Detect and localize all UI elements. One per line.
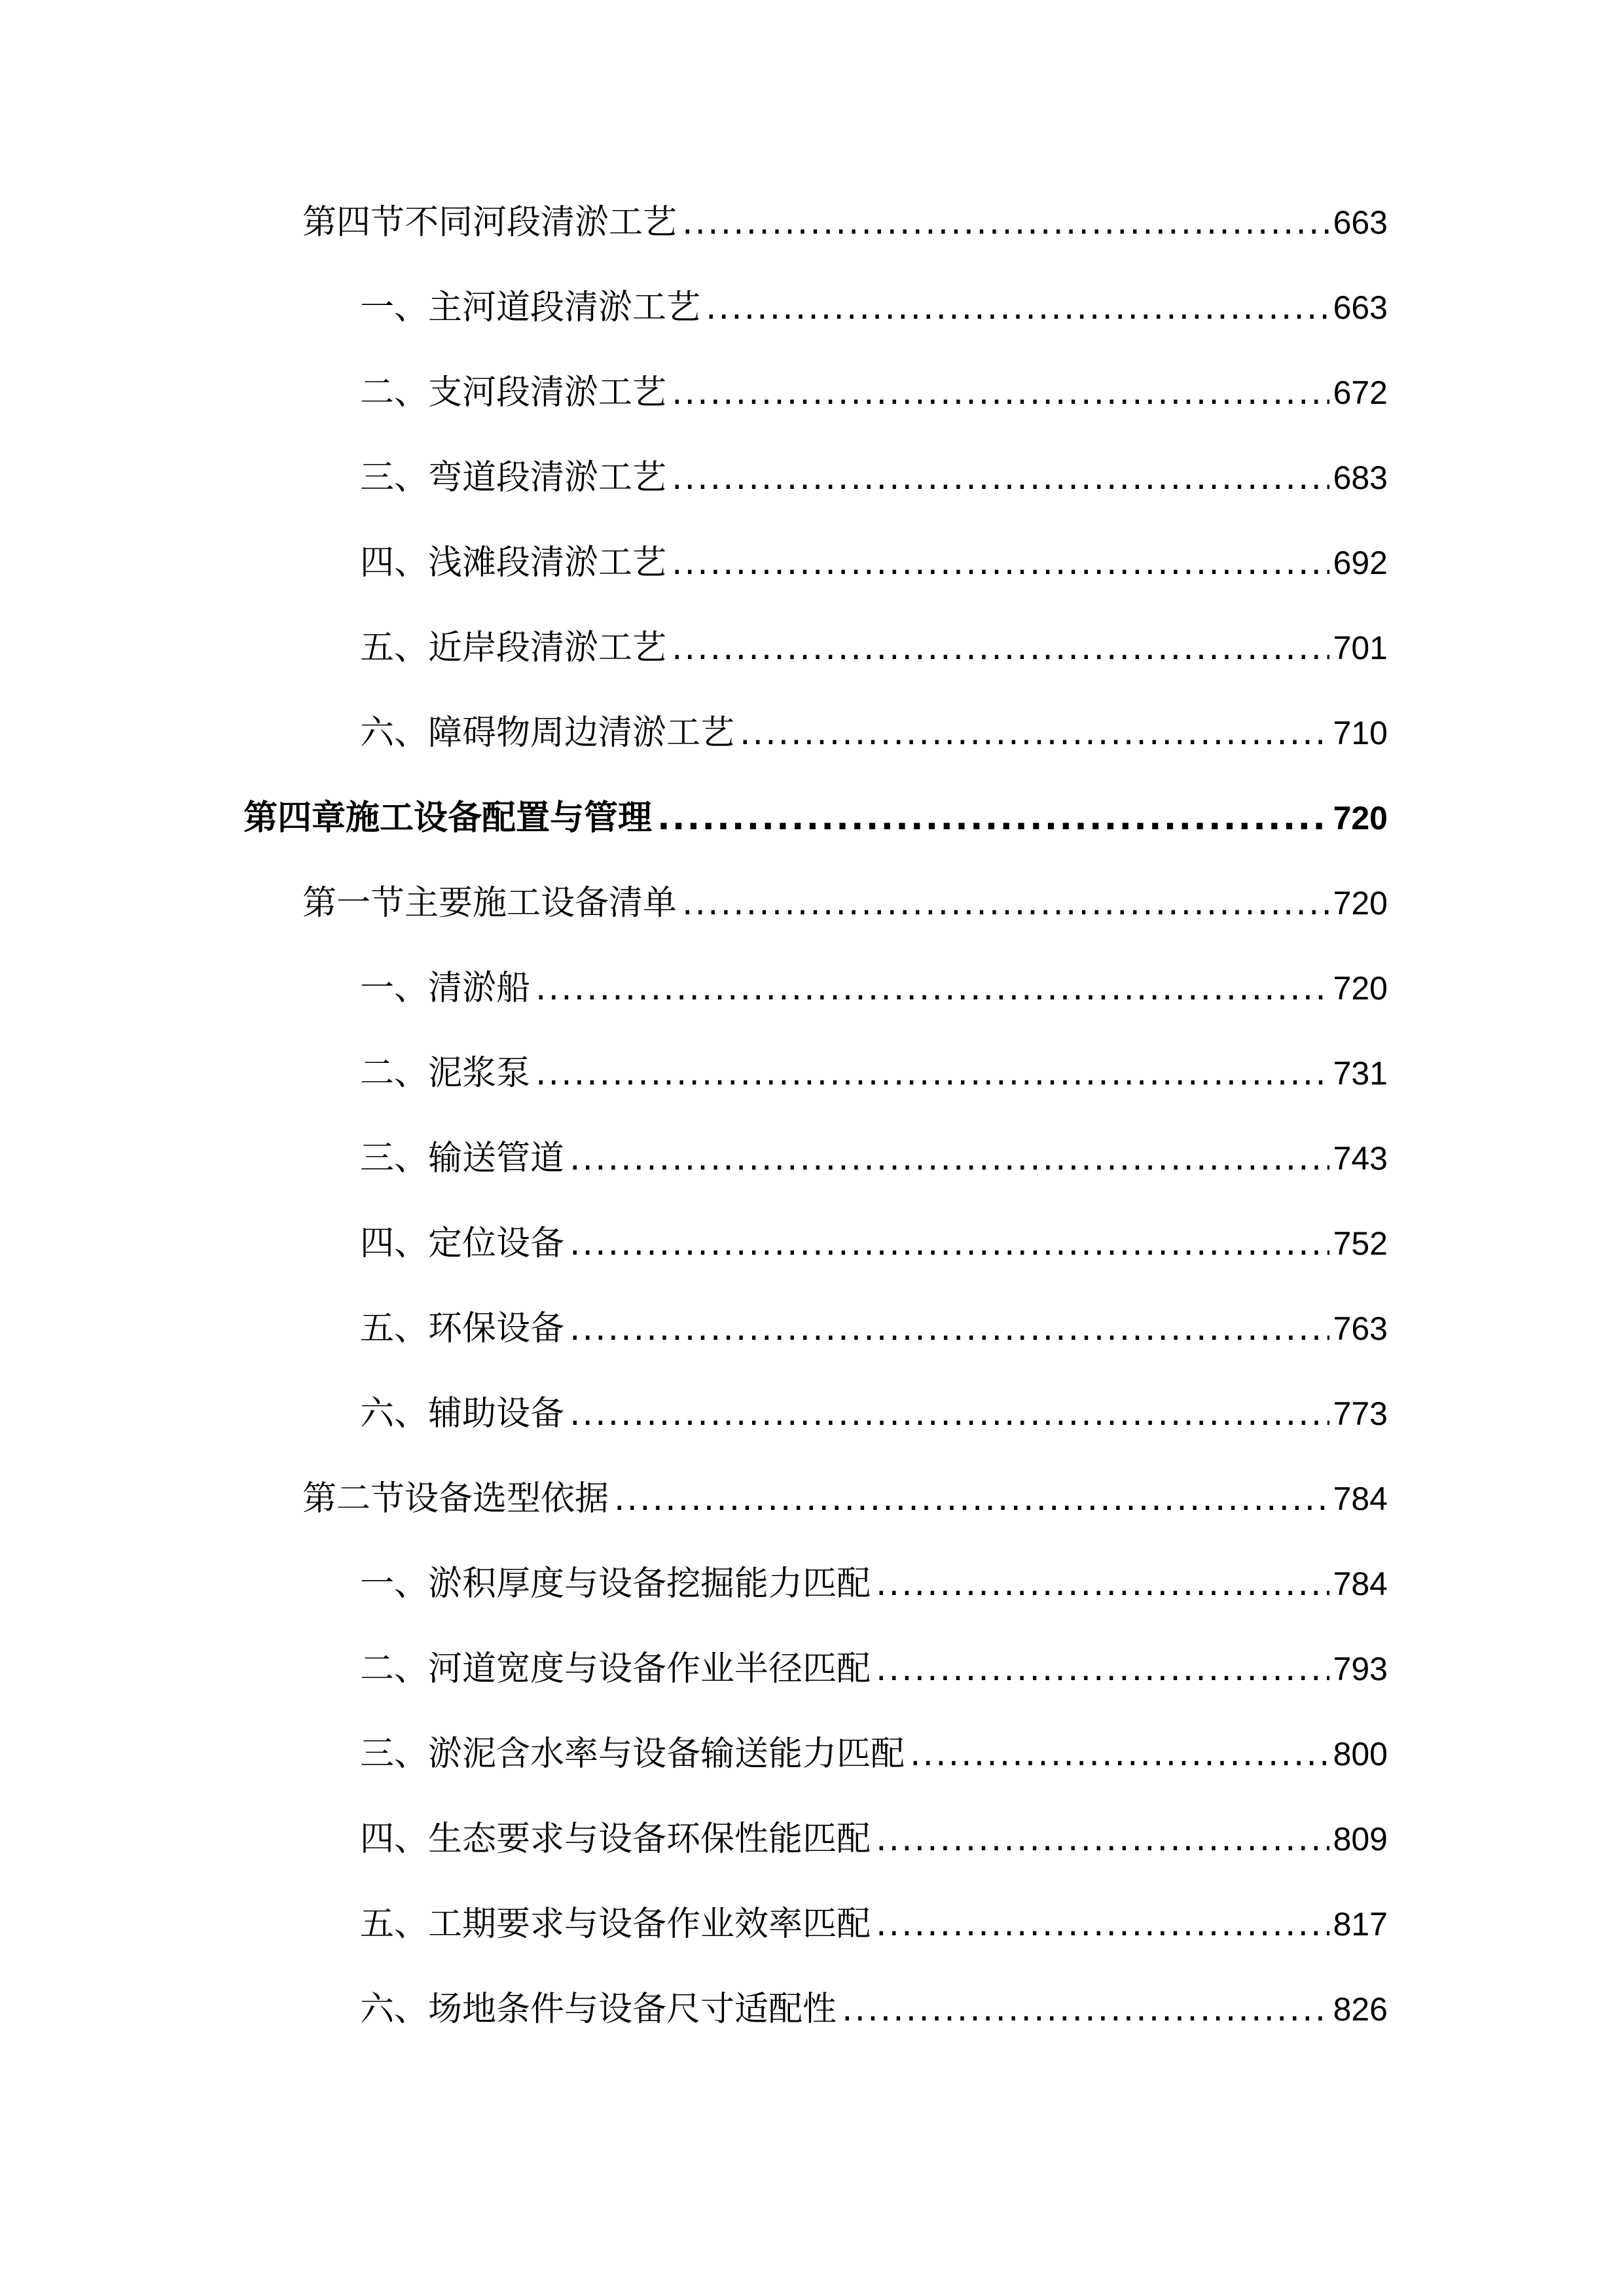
toc-entry-title: 五、近岸段清淤工艺 [360,628,667,668]
dot-leader [876,1813,1329,1865]
toc-entry-page: 683 [1333,459,1388,496]
toc-entry-page: 826 [1333,1991,1388,2028]
toc-entry-title: 第四章施工设备配置与管理 [244,798,653,838]
toc-entry-title: 二、河道宽度与设备作业半径匹配 [360,1649,871,1689]
toc-entry-title: 六、障碍物周边清淤工艺 [360,713,735,753]
toc-entry-page: 720 [1333,970,1388,1007]
dot-leader [569,1388,1329,1440]
toc-entry-page: 743 [1333,1140,1388,1177]
toc-entry-title: 五、工期要求与设备作业效率匹配 [360,1905,871,1944]
toc-entry[interactable] [244,792,1388,844]
toc-entry-page: 784 [1333,1566,1388,1602]
toc-entry-page: 731 [1333,1055,1388,1092]
toc-entry-title: 一、主河道段清淤工艺 [360,288,701,327]
toc-entry-title: 四、浅滩段清淤工艺 [360,543,667,583]
toc-entry-title: 二、泥浆泵 [360,1054,531,1093]
dot-leader [910,1728,1329,1780]
toc-entry[interactable] [302,1473,1388,1525]
dot-leader [569,1302,1329,1355]
toc-entry[interactable] [360,1132,1388,1185]
toc-entry-title: 第四节不同河段清淤工艺 [302,203,677,242]
dot-leader [682,877,1329,929]
toc-entry[interactable] [360,452,1388,504]
toc-entry-page: 817 [1333,1906,1388,1943]
toc-entry-title: 六、辅助设备 [360,1394,565,1433]
dot-leader [672,537,1329,589]
dot-leader [569,1217,1329,1270]
dot-leader [740,707,1329,759]
toc-entry-title: 四、定位设备 [360,1224,565,1263]
toc-entry[interactable] [360,1047,1388,1100]
toc-entry-page: 773 [1333,1395,1388,1432]
dot-leader [876,1898,1329,1950]
toc-entry-page: 763 [1333,1310,1388,1347]
toc-entry[interactable] [302,196,1388,249]
toc-entry[interactable] [302,877,1388,929]
toc-entry-page: 793 [1333,1651,1388,1687]
dot-leader [672,452,1329,504]
toc-entry-page: 752 [1333,1225,1388,1262]
toc-entry-title: 三、弯道段清淤工艺 [360,458,667,497]
toc-entry[interactable] [360,707,1388,759]
dot-leader [657,792,1329,844]
toc-entry[interactable] [360,622,1388,674]
toc-entry[interactable] [360,1813,1388,1865]
dot-leader [614,1473,1329,1525]
toc-entry-page: 809 [1333,1821,1388,1857]
toc-entry-page: 720 [1333,800,1388,836]
toc-entry-title: 二、支河段清淤工艺 [360,373,667,412]
dot-leader [672,367,1329,419]
toc-entry-page: 720 [1333,885,1388,922]
toc-entry-page: 692 [1333,545,1388,581]
dot-leader [876,1558,1329,1610]
toc-entry-page: 784 [1333,1480,1388,1517]
toc-entry[interactable] [360,962,1388,1014]
dot-leader [876,1643,1329,1695]
dot-leader [535,1047,1329,1100]
toc-entry-page: 663 [1333,289,1388,326]
toc-entry-page: 800 [1333,1736,1388,1772]
toc-entry-title: 三、淤泥含水率与设备输送能力匹配 [360,1734,905,1774]
toc-entry[interactable] [360,1983,1388,2036]
toc-entry[interactable] [360,1643,1388,1695]
toc-entry-page: 672 [1333,374,1388,411]
dot-leader [706,281,1329,334]
toc-entry-title: 第二节设备选型依据 [302,1479,609,1518]
toc-entry-title: 四、生态要求与设备环保性能匹配 [360,1820,871,1859]
dot-leader [842,1983,1329,2036]
toc-entry-title: 一、清淤船 [360,969,531,1008]
toc-entry[interactable] [360,1898,1388,1950]
dot-leader [569,1132,1329,1185]
toc-entry[interactable] [360,1388,1388,1440]
toc-entry[interactable] [360,537,1388,589]
dot-leader [535,962,1329,1014]
toc-entry[interactable] [360,367,1388,419]
dot-leader [672,622,1329,674]
toc-entry-title: 一、淤积厚度与设备挖掘能力匹配 [360,1564,871,1604]
toc-entry[interactable] [360,1558,1388,1610]
toc-entry[interactable] [360,1217,1388,1270]
toc-entry-page: 701 [1333,630,1388,666]
toc-entry-page: 663 [1333,204,1388,241]
toc-entry-title: 六、场地条件与设备尺寸适配性 [360,1990,837,2029]
toc-entry-page: 710 [1333,715,1388,751]
toc-entry[interactable] [360,281,1388,334]
toc-entry-title: 三、输送管道 [360,1139,565,1178]
toc-entry[interactable] [360,1728,1388,1780]
dot-leader [682,196,1329,249]
toc-entry-title: 第一节主要施工设备清单 [302,884,677,923]
toc-entry[interactable] [360,1302,1388,1355]
toc-entry-title: 五、环保设备 [360,1309,565,1348]
